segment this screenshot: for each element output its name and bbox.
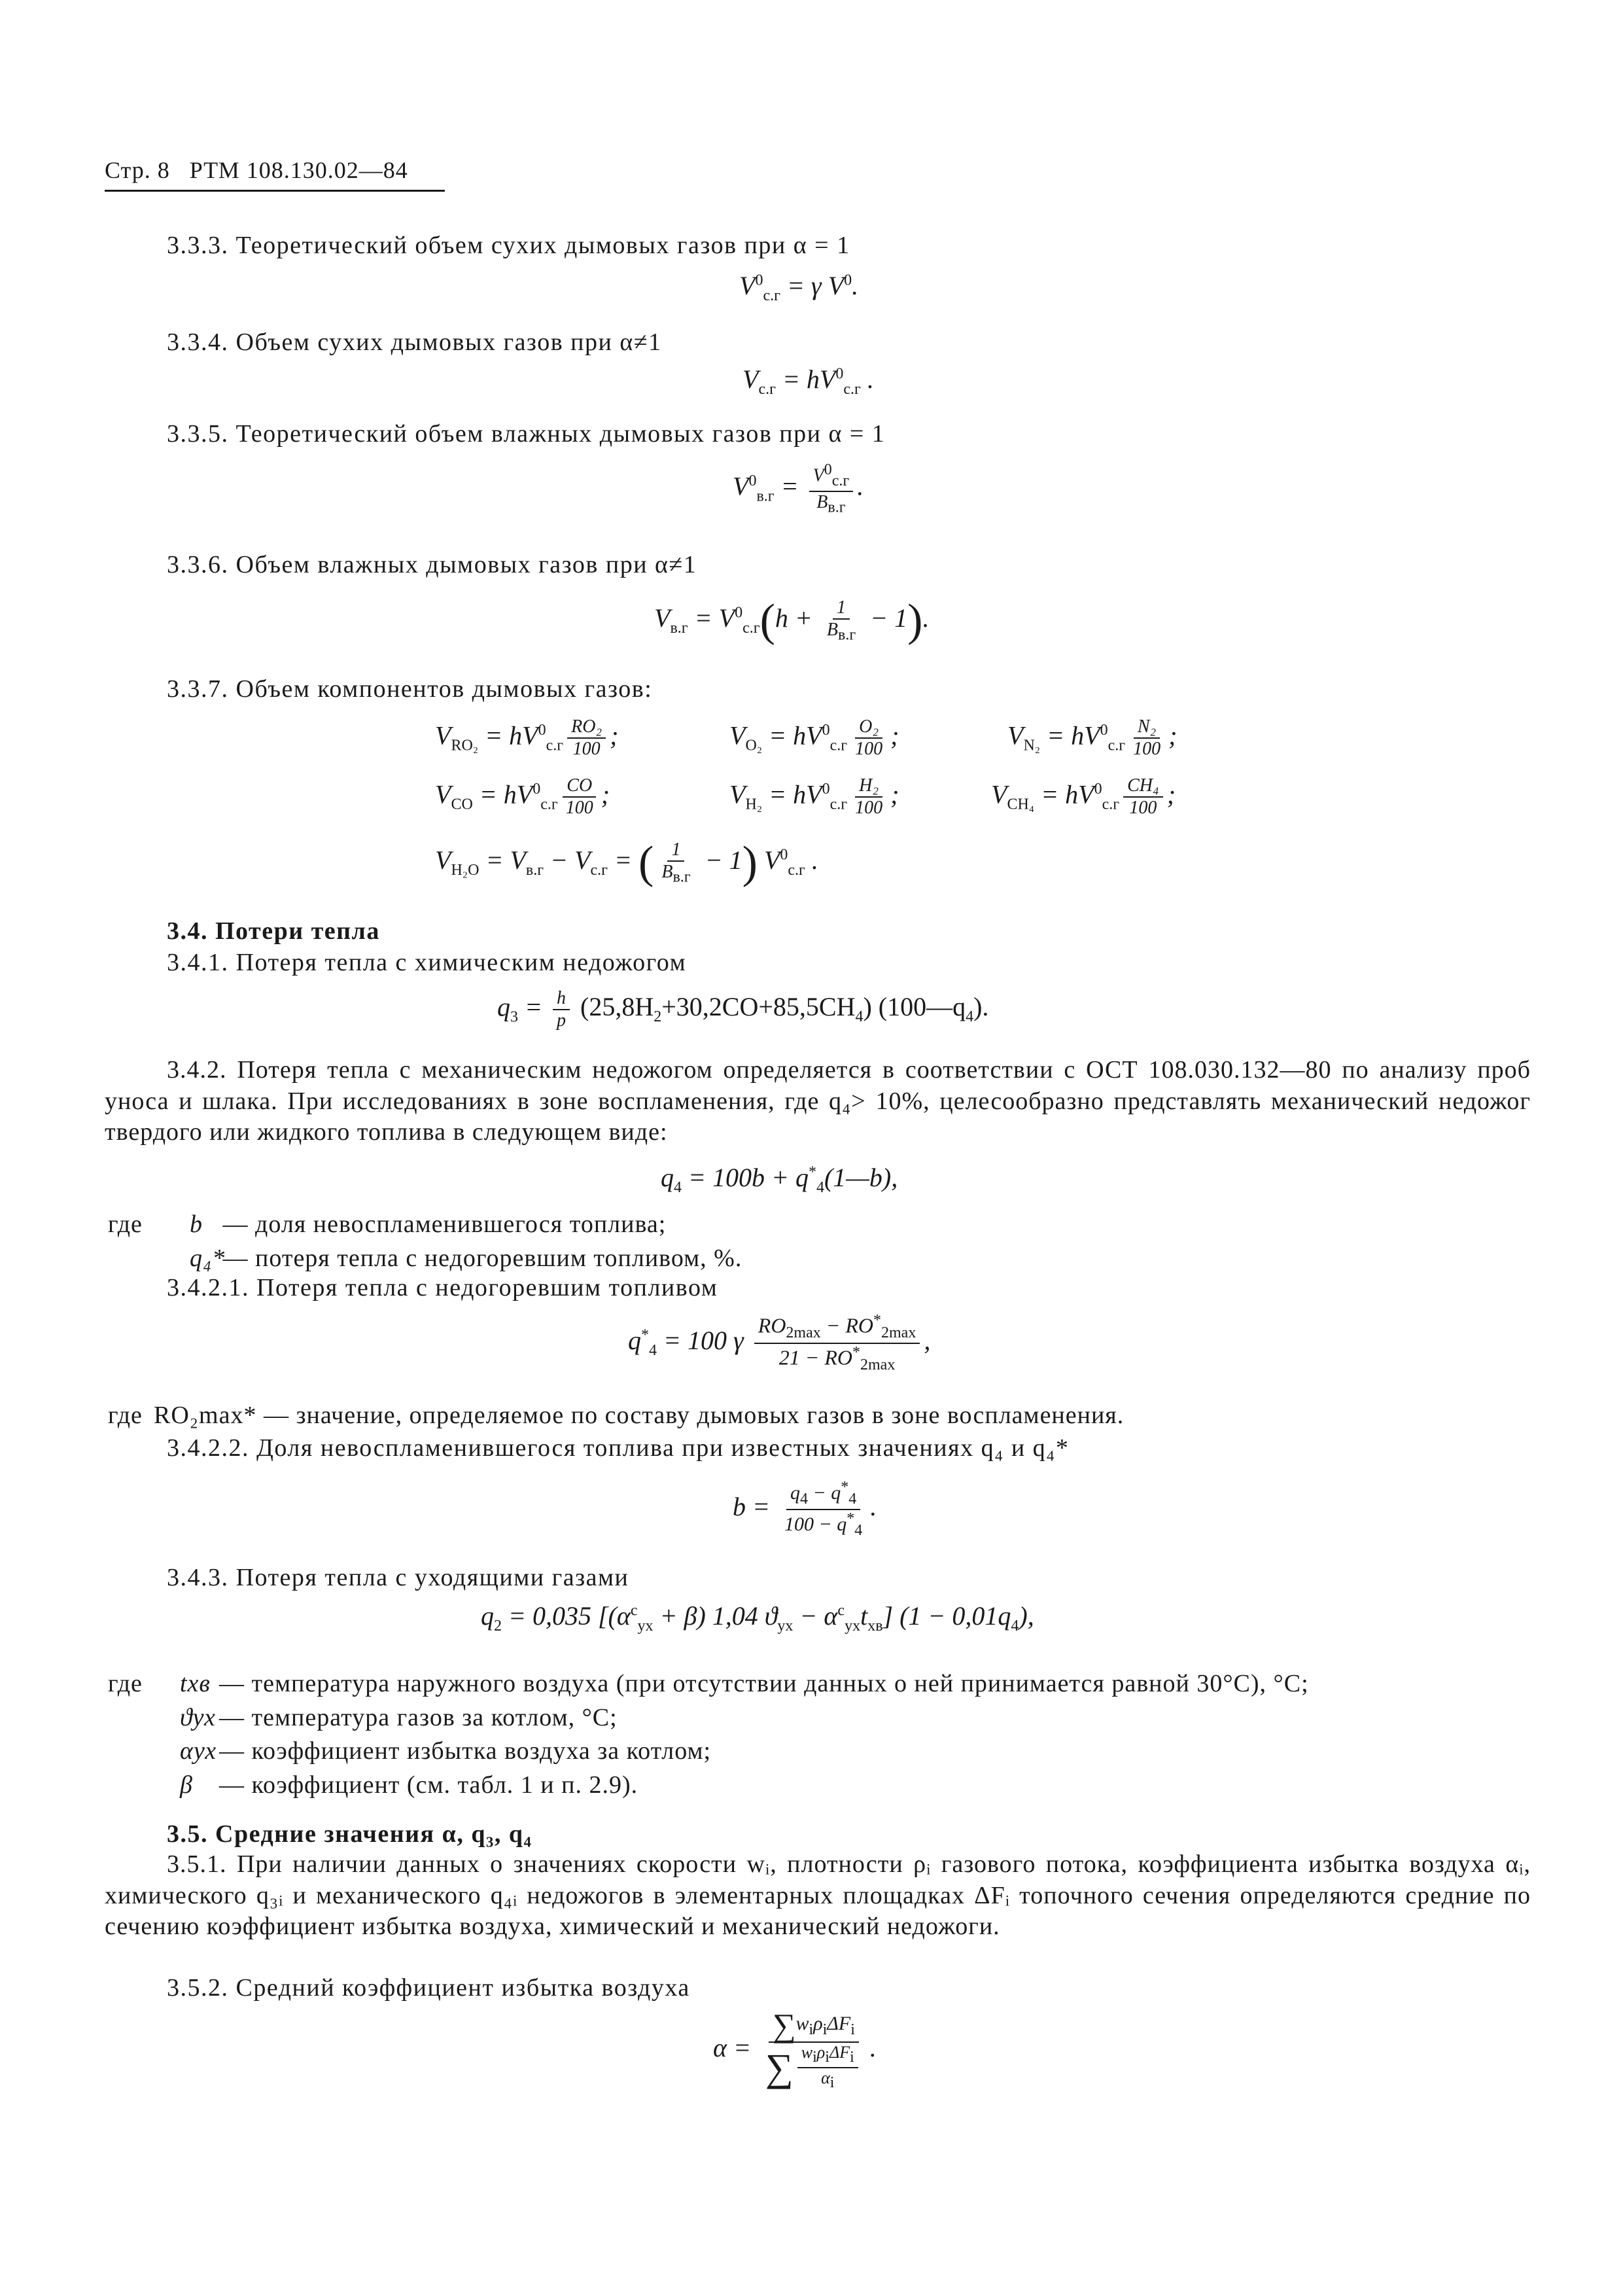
formula-v-o2: $V_{O_2} = hV^0_{с.г}$ $\frac{\text{O₂}}{100}$ ; (729, 716, 899, 760)
def-q4star: q₄* — потеря тепла с недогоревшим топливом, %. (190, 1244, 742, 1272)
formula-3-5-2: α = $\sum w_i\rho_i\Delta F_i$ ∑ $\frac{w_i\rho_i\Delta F_i}{\alpha_i}$ . (713, 2007, 877, 2091)
def-txv: где tхв — температура наружного воздуха (при отсутствии данных о ней принимается равной 30°С), °С; (108, 1670, 1309, 1697)
section-3-4-3: 3.4.3. Потеря тепла с уходящими газами (167, 1564, 629, 1591)
formula-v-co: $V_{CO} = hV^0_{с.г}$ $\frac{CO}{100}$ ; (435, 775, 610, 819)
doc-code: РТМ 108.130.02—84 (189, 157, 408, 183)
page-number: Стр. 8 (105, 157, 170, 183)
formula-3-4-3: $q_2 = 0,035$ [$(\alpha^c_{ух} + \beta)$ 1,04 $ϑ_{ух} - \alpha^c_{ух}t_{хв}$] $(1 - 0,01q_4)$, (481, 1601, 1034, 1634)
section-3-5-title: 3.5. Средние значения α, q₃, q₄ (167, 1820, 532, 1848)
formula-v-ch4: $V_{CH_4} = hV^0_{с.г}$ $\frac{\text{CH₄}}{100}$ ; (991, 775, 1176, 819)
formula-3-3-4: $V_{с.г} = hV^0_{с.г}$ . (742, 364, 874, 398)
section-3-3-3: 3.3.3. Теоретический объем сухих дымовых газов при α = 1 (167, 232, 850, 259)
formula-3-4-2-1: $q^*_4 = 100$ γ $\frac{RO_{2max} - RO^*_{2max}}{21 - RO^*_{2max}}$ , (628, 1312, 931, 1373)
formula-v-h2: $V_{H_2} = hV^0_{с.г}$ $\frac{\text{H₂}}{100}$ ; (729, 775, 899, 819)
def-b: где b — доля невоспламенившегося топлива; (108, 1210, 667, 1238)
formula-3-4-2: $q_4 = 100b$ + $q^*_4(1—b)$, (661, 1163, 898, 1196)
defs-3-4-2 (108, 1209, 742, 1277)
formula-v-h2o: $V_{H_2O} = V_{в.г} - V_{с.г}$ = ( $\frac{1}{B_{в.г}}$ − 1) $V^0_{с.г}$ . (435, 838, 818, 888)
section-3-4-2-2: 3.4.2.2. Доля невоспламенившегося топлива при известных значениях q₄ и q₄* (167, 1434, 1070, 1462)
section-3-3-7: 3.3.7. Объем компонентов дымовых газов: (167, 675, 653, 703)
section-3-3-6: 3.3.6. Объем влажных дымовых газов при α≠1 (167, 551, 697, 578)
formula-3-3-3: $V^0_{с.г} = \gamma$ $V^0$. (739, 271, 859, 304)
formula-3-4-2-2: b = $\frac{q_4 - q^*_4}{100 - q^*_4}$ . (733, 1479, 877, 1539)
def-alpha: αух — коэффициент избытка воздуха за котлом; (180, 1737, 712, 1765)
section-3-5-2: 3.5.2. Средний коэффициент избытка воздуха (167, 1974, 690, 2002)
formula-v-ro2: $V_{RO_2} = hV^0_{с.г}$ $\frac{\text{RO₂}}{100}$ ; (435, 716, 619, 760)
page-header (105, 156, 408, 185)
section-3-5-1: 3.5.1. При наличии данных о значениях скорости wᵢ, плотности ρᵢ газового потока, коэффициента избытка воздуха αᵢ, химического q₃ᵢ и механического q₄ᵢ недожогов в элементарных площадках ΔFᵢ топочного сечения определяются средние по сечению коэффициент избытка воздуха, химический и механический недожоги. (105, 1850, 1531, 1940)
section-3-3-4: 3.3.4. Объем сухих дымовых газов при α≠1 (167, 328, 662, 356)
formula-3-3-5: $V^0_{в.г}$ = $\frac{V^0_{с.г}}{B_{в.г}}$ . (733, 461, 864, 516)
header-rule (105, 190, 445, 192)
formula-3-4-1: $q_3$ = $\frac{h}{p}$ $(25,8H_2+30,2CO+85,5CH_4)$ $(100—q_4)$. (497, 988, 989, 1031)
formula-v-n2: $V_{N_2} = hV^0_{с.г}$ $\frac{\text{N₂}}{100}$ ; (1007, 716, 1178, 760)
section-3-3-5: 3.3.5. Теоретический объем влажных дымовых газов при α = 1 (167, 420, 886, 448)
section-3-4-title: 3.4. Потери тепла (167, 917, 380, 945)
formula-3-3-6: $V_{в.г} = V^0_{с.г}(h$ + $\frac{1}{B_{в.г}}$ − 1). (654, 595, 930, 646)
defs-3-4-3 (108, 1669, 1309, 1803)
def-beta: β — коэффициент (см. табл. 1 и п. 2.9). (180, 1771, 638, 1799)
section-3-4-2-1: 3.4.2.1. Потеря тепла с недогоревшим топливом (167, 1274, 718, 1301)
def-theta: ϑух — температура газов за котлом, °С; (180, 1703, 618, 1731)
section-3-4-2: 3.4.2. Потеря тепла с механическим недожогом определяется в соответствии с ОСТ 108.030.132—80 по анализу проб уноса и шлака. При исследованиях в зоне воспламенения, где q₄> 10%, целесообразно представлять механический недожог твердого или жидкого топлива в следующем виде: (105, 1056, 1531, 1146)
def-ro2max: где RO₂max* — значение, определяемое по составу дымовых газов в зоне воспламенения. (108, 1402, 1125, 1429)
section-3-4-1: 3.4.1. Потеря тепла с химическим недожогом (167, 949, 687, 976)
